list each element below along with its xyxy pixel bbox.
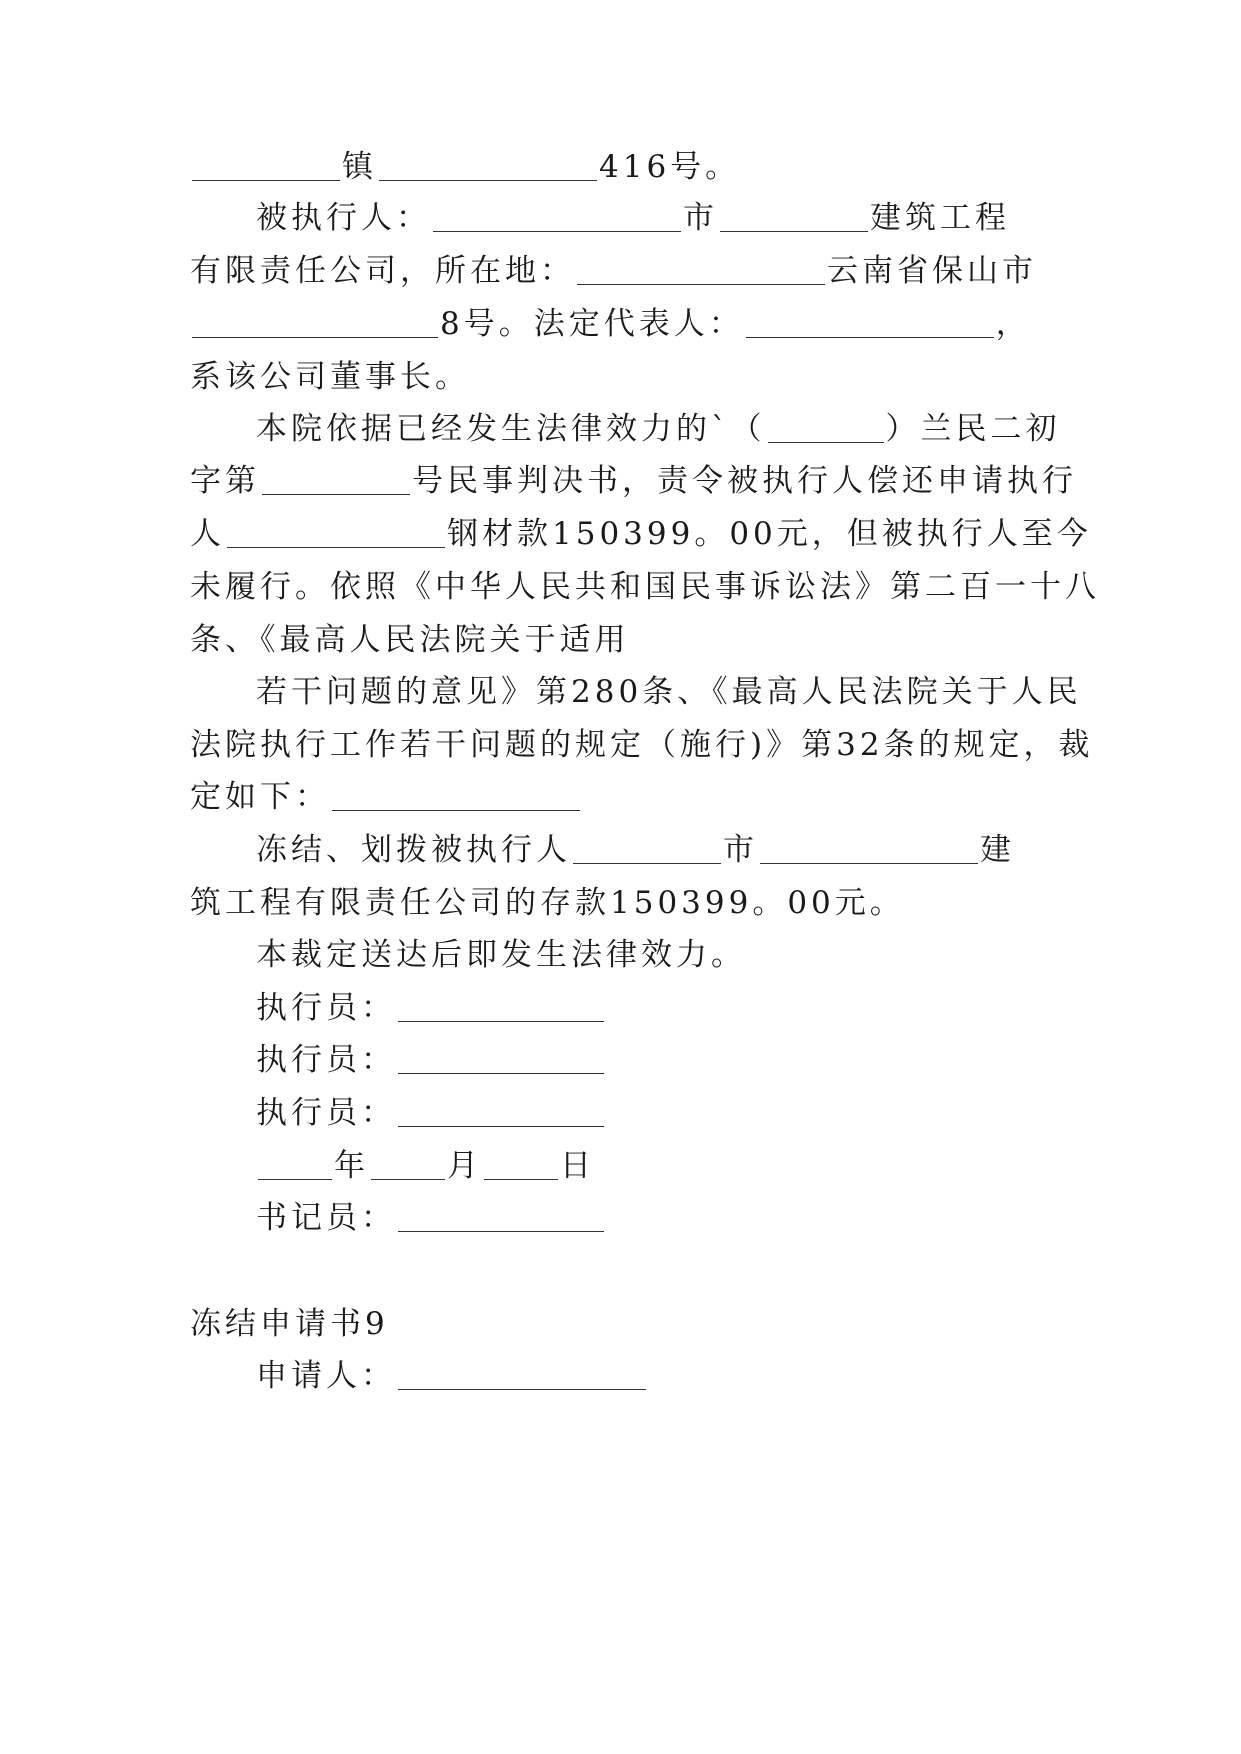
blank-field [192, 336, 438, 338]
text-line [190, 611, 1050, 669]
blank-field [262, 493, 410, 495]
blank-field [760, 862, 978, 864]
text-segment: 月 [447, 1148, 482, 1184]
text-segment: 字第 [190, 463, 260, 499]
blank-field [371, 1178, 445, 1180]
text-line [190, 295, 1050, 353]
text-line [190, 505, 1092, 563]
blank-field [768, 441, 884, 443]
text-segment: 号民事判决书，责令被执行人偿还申请执行 [412, 463, 1077, 499]
text-line [256, 1189, 1056, 1247]
text-segment: 钢材款150399。00元，但被执行人至今 [447, 516, 1092, 552]
blank-field [398, 1072, 604, 1074]
text-segment: 申请人： [256, 1358, 396, 1394]
blank-field [398, 1125, 604, 1127]
text-line [190, 242, 1050, 300]
text-segment: 有限责任公司，所在地： [190, 253, 575, 289]
blank-field [192, 179, 340, 181]
text-line [190, 138, 1050, 196]
blank-field [398, 1388, 646, 1390]
text-segment: 被执行人： [256, 200, 431, 236]
text-line [256, 1347, 1056, 1405]
text-line [256, 1137, 1056, 1195]
text-segment: 定如下： [190, 779, 330, 815]
text-line [256, 926, 1056, 984]
blank-field [577, 283, 825, 285]
text-segment: 8号。法定代表人： [440, 306, 744, 342]
section-heading [190, 1295, 1050, 1353]
text-line [256, 663, 1082, 721]
text-segment: 筑工程有限责任公司的存款150399。00元。 [190, 885, 905, 921]
text-line [256, 1031, 1056, 1089]
text-segment: 日 [560, 1148, 595, 1184]
text-line [256, 979, 1056, 1037]
blank-field [573, 862, 721, 864]
text-segment: 本裁定送达后即发生法律效力。 [256, 937, 746, 973]
text-segment: 本院依据已经发生法律效力的`（ [256, 411, 766, 447]
text-segment: 市 [723, 832, 758, 868]
text-segment: 系该公司董事长。 [190, 359, 470, 395]
text-segment: 未履行。依照《中华人民共和国民事诉讼法》第二百一十八 [190, 569, 1100, 605]
blank-field [379, 179, 597, 181]
text-line [190, 558, 1100, 616]
blank-field [258, 1178, 332, 1180]
text-segment: 云南省保山市 [827, 253, 1037, 289]
text-line [190, 768, 1050, 826]
text-line [190, 452, 1077, 510]
text-segment: 416号。 [599, 149, 741, 185]
blank-field [433, 230, 681, 232]
text-line [256, 1084, 1056, 1142]
blank-field [332, 809, 580, 811]
text-line [190, 348, 1050, 406]
text-line [190, 874, 1050, 932]
text-segment: 执行员： [256, 1095, 396, 1131]
text-segment: 人 [190, 516, 225, 552]
text-line [190, 716, 1094, 774]
text-segment: 条、《最高人民法院关于适用 [190, 622, 630, 658]
text-line [256, 821, 1056, 879]
text-segment: ， [995, 306, 1031, 342]
text-segment: 年 [334, 1148, 369, 1184]
blank-field [398, 1230, 604, 1232]
text-segment: 冻结申请书9 [190, 1306, 389, 1342]
text-line [256, 189, 1056, 247]
text-segment: 建 [980, 832, 1015, 868]
text-line [256, 400, 1061, 458]
text-segment: 镇 [342, 149, 377, 185]
text-segment: 执行员： [256, 990, 396, 1026]
text-segment: 市 [683, 200, 718, 236]
text-segment: 执行员： [256, 1042, 396, 1078]
blank-field [720, 230, 868, 232]
text-segment: 若干问题的意见》第280条、《最高人民法院关于人民 [256, 674, 1082, 710]
blank-field [484, 1178, 558, 1180]
text-segment: 法院执行工作若干问题的规定（施行)》第32条的规定，裁 [190, 727, 1094, 763]
blank-field [746, 336, 994, 338]
blank-field [398, 1020, 604, 1022]
text-segment: 冻结、划拨被执行人 [256, 832, 571, 868]
text-segment: ）兰民二初 [885, 411, 1061, 447]
blank-field [227, 546, 445, 548]
text-segment: 建筑工程 [870, 200, 1010, 236]
text-segment: 书记员： [256, 1200, 396, 1236]
